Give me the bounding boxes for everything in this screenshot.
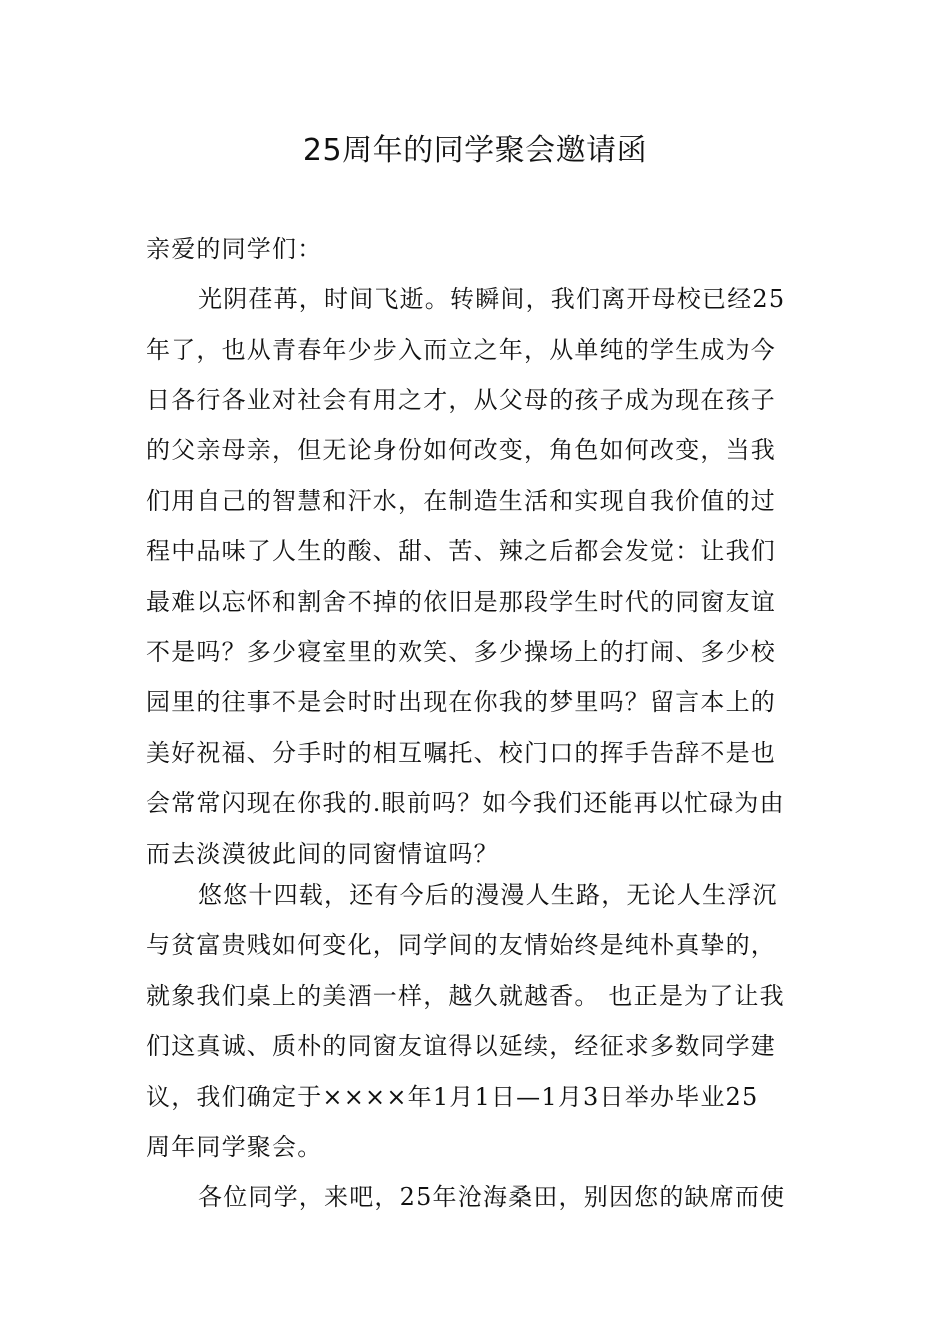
document-title: 25周年的同学聚会邀请函 bbox=[302, 133, 648, 168]
paragraph-line: 园里的往事不是会时时出现在你我的梦里吗？留言本上的 bbox=[146, 688, 776, 716]
paragraph-line: 最难以忘怀和割舍不掉的依旧是那段学生时代的同窗友谊 bbox=[146, 588, 776, 616]
paragraph-line: 们这真诚、质朴的同窗友谊得以延续，经征求多数同学建 bbox=[146, 1032, 776, 1060]
paragraph-line: 美好祝福、分手时的相互嘱托、校门口的挥手告辞不是也 bbox=[146, 739, 776, 767]
paragraph-line: 就象我们桌上的美酒一样，越久就越香。 也正是为了让我 bbox=[146, 982, 785, 1010]
paragraph-line: 而去淡漠彼此间的同窗情谊吗？ bbox=[146, 840, 499, 868]
paragraph-line: 年了，也从青春年少步入而立之年，从单纯的学生成为今 bbox=[146, 336, 776, 364]
paragraph-line: 周年同学聚会。 bbox=[146, 1133, 323, 1161]
paragraph-line: 与贫富贵贱如何变化，同学间的友情始终是纯朴真挚的， bbox=[146, 931, 776, 959]
paragraph-line: 日各行各业对社会有用之才，从父母的孩子成为现在孩子 bbox=[146, 386, 776, 414]
paragraph-line: 的父亲母亲，但无论身份如何改变，角色如何改变，当我 bbox=[146, 436, 776, 464]
paragraph-line: 会常常闪现在你我的.眼前吗？如今我们还能再以忙碌为由 bbox=[146, 789, 785, 817]
paragraph-line: 议，我们确定于××××年1月1日—1月3日举办毕业25 bbox=[146, 1083, 759, 1111]
paragraph-line: 们用自己的智慧和汗水，在制造生活和实现自我价值的过 bbox=[146, 487, 776, 515]
paragraph-line: 光阴荏苒，时间飞逝。转瞬间，我们离开母校已经25 bbox=[198, 285, 786, 313]
paragraph-line: 程中品味了人生的酸、甜、苦、辣之后都会发觉：让我们 bbox=[146, 537, 776, 565]
paragraph-line: 悠悠十四载，还有今后的漫漫人生路，无论人生浮沉 bbox=[198, 881, 778, 909]
paragraph-line: 各位同学，来吧，25年沧海桑田，别因您的缺席而使 bbox=[198, 1183, 786, 1211]
paragraph-line: 不是吗？多少寝室里的欢笑、多少操场上的打闹、多少校 bbox=[146, 638, 776, 666]
salutation: 亲爱的同学们： bbox=[146, 235, 323, 263]
